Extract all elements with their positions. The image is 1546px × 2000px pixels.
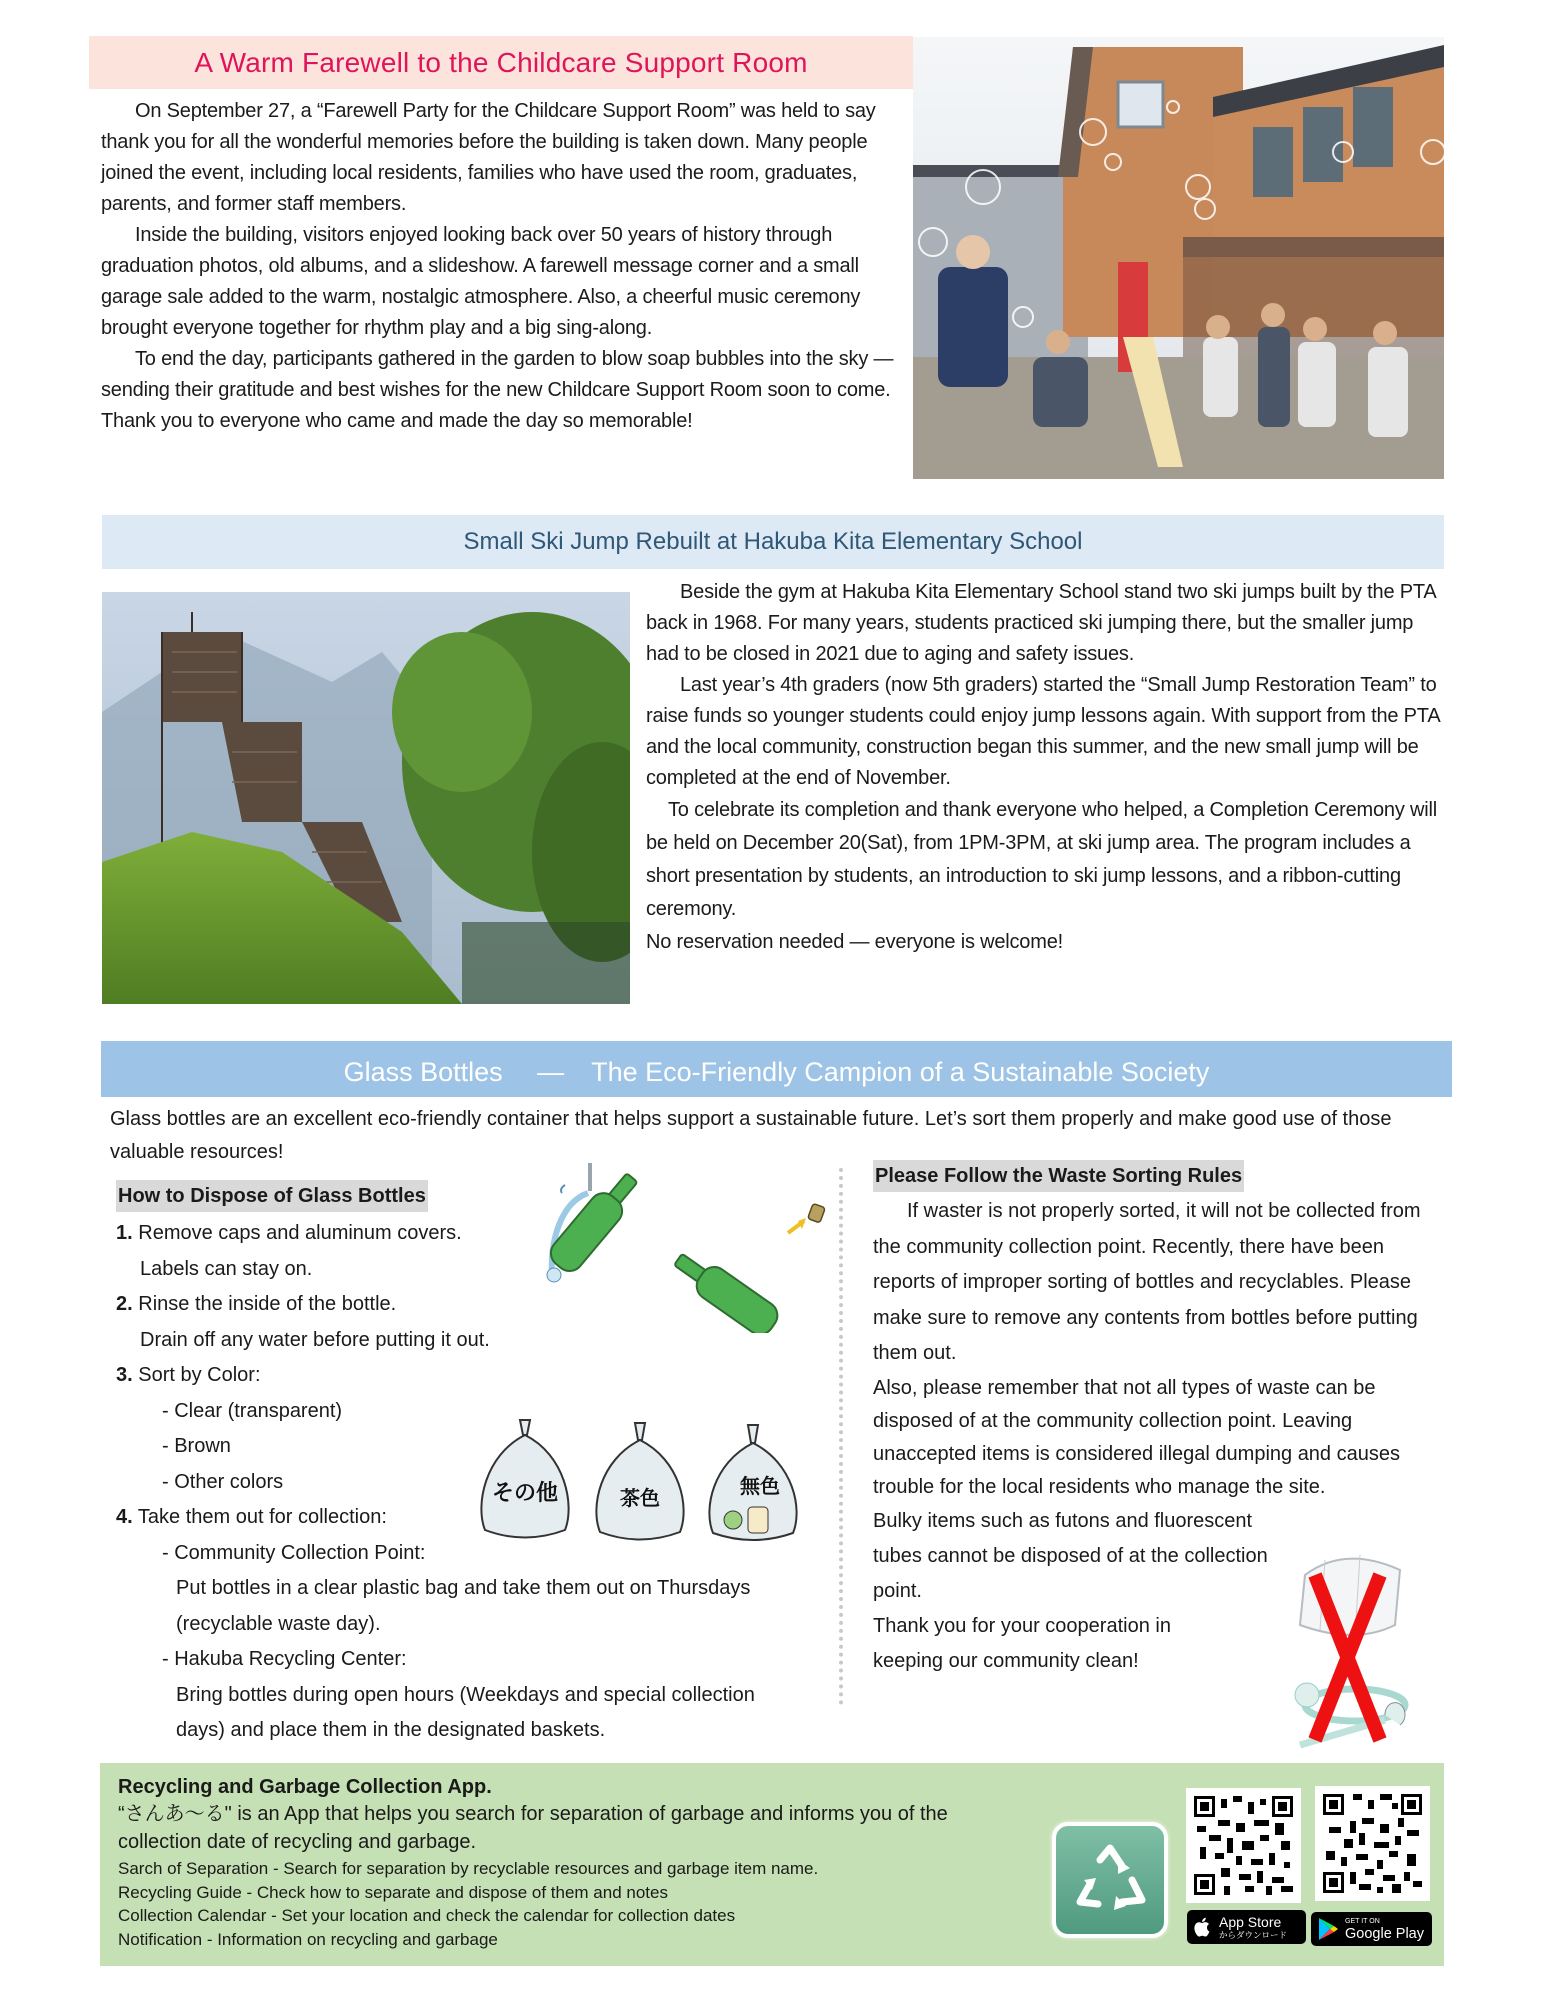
rules-paragraph: Bulky items such as futons and fluorescent tubes cannot be disposed of at the collection point. [873, 1509, 1268, 1602]
google-play-badge[interactable] [1311, 1912, 1432, 1946]
color-option: - Other colors [162, 1470, 284, 1493]
bag-label-other: その他 [491, 1480, 559, 1505]
section-farewell-title-bar [89, 36, 913, 89]
qr-code-icon [1194, 1796, 1293, 1895]
app-feature: Recycling Guide - Check how to separate and dispose of them and notes [118, 1882, 668, 1902]
collection-option-label: - Community Collection Point: [162, 1541, 426, 1564]
rules-paragraph: Thank you for your cooperation in keeping our community clean! [873, 1614, 1171, 1672]
app-title: Recycling and Garbage Collection App. [118, 1776, 492, 1798]
rules-paragraph: If waster is not properly sorted, it will not be collected from the community collection point. Recently, there have been reports of improper sorting of bottles and recyclables. Please make sure to remove any contents from bottles before putting them out. [873, 1200, 1421, 1364]
app-description: “さんあ～る" is an App that helps you search for separation of garbage and informs you of the collection date of recycling and garbage. [118, 1803, 948, 1853]
collection-option-detail: Bring bottles during open hours (Weekdays and special collection [176, 1683, 755, 1706]
step-subtext: Labels can stay on. [140, 1257, 313, 1280]
qr-code-icon [1323, 1794, 1422, 1893]
google-play-qr-code[interactable] [1315, 1786, 1430, 1901]
farewell-paragraph: Inside the building, visitors enjoyed looking back over 50 years of history through graduation photos, old albums, and a slideshow. A farewell message corner and a small garage sale added to the warm, nostalgic atmosphere. Also, a cheerful music ceremony brought everyone together for rhythm play and a big sing-along. [101, 224, 861, 339]
prohibited-cross-icon [1285, 1545, 1415, 1755]
section-farewell-title: A Warm Farewell to the Childcare Support Room [194, 46, 808, 78]
step-number: 1. [116, 1222, 133, 1244]
farewell-party-photo [913, 37, 1444, 479]
google-play-badge-subtitle: GET IT ON [1345, 1917, 1380, 1925]
bag-label-brown: 茶色 [620, 1488, 660, 1510]
collection-option-label: - Hakuba Recycling Center: [162, 1648, 407, 1670]
ski-jump-paragraph: No reservation needed — everyone is welcome! [646, 931, 1063, 953]
garbage-bags-icon [470, 1415, 810, 1545]
farewell-party-photo-illustration [913, 37, 1444, 479]
green-bottle-icon [540, 1163, 840, 1333]
step-number: 2. [116, 1293, 133, 1315]
recycle-app-icon[interactable] [1052, 1822, 1168, 1938]
step-text: Sort by Color: [138, 1364, 261, 1386]
step-item [116, 1358, 836, 1394]
app-store-badge-subtitle: からダウンロード [1219, 1929, 1288, 1940]
google-play-badge-title: Google Play [1345, 1925, 1424, 1942]
ski-jump-photo-illustration [102, 592, 630, 1004]
farewell-paragraph: Thank you to everyone who came and made the day so memorable! [101, 410, 693, 432]
rules-heading: Please Follow the Waste Sorting Rules [873, 1160, 1244, 1192]
app-info [118, 1774, 1018, 1951]
rinse-bottles-illustration [540, 1163, 840, 1333]
step-text: Remove caps and aluminum covers. [138, 1222, 462, 1244]
collection-option-detail: Put bottles in a clear plastic bag and take them out on Thursdays [176, 1577, 751, 1599]
app-feature: Sarch of Separation - Search for separation by recyclable resources and garbage item name. [118, 1859, 819, 1878]
color-option: - Brown [162, 1435, 231, 1457]
color-option: - Clear (transparent) [162, 1399, 343, 1422]
app-store-qr-code[interactable] [1186, 1788, 1301, 1903]
ski-jump-paragraph: To celebrate its completion and thank everyone who helped, a Completion Ceremony will be held on December 20(Sat), from 1PM-3PM, at ski jump area. The program includes a short presentation by students, an introduction to ski jump lessons, and a ribbon-cutting ceremony. [646, 799, 1437, 920]
section-ski-jump-title-bar [102, 515, 1444, 569]
farewell-paragraph: On September 27, a “Farewell Party for the Childcare Support Room” was held to say thank you for all the wonderful memories before the building is taken down. Many people joined the event, including local residents, families who have used the room, graduates, parents, and former staff members. [101, 100, 876, 215]
farewell-paragraph: To end the day, participants gathered in the garden to blow soap bubbles into the sky — sending their gratitude and best wishes for the new Childcare Support Room soon to come. [101, 348, 894, 401]
bag-label-clear: 無色 [740, 1476, 780, 1498]
recycle-icon [1070, 1840, 1150, 1920]
collection-option-detail: (recyclable waste day). [176, 1612, 381, 1635]
section-ski-jump-title: Small Ski Jump Rebuilt at Hakuba Kita Elementary School [463, 528, 1083, 555]
step-number: 3. [116, 1364, 133, 1386]
google-play-icon [1317, 1917, 1339, 1941]
ski-jump-paragraph: Last year’s 4th graders (now 5th graders) started the “Small Jump Restoration Team” to raise funds so younger students could enjoy jump lessons again. With support from the PTA and the local community, construction began this summer, and the new small jump will be completed at the end of November. [646, 674, 1440, 789]
section-glass-bottles-title: Glass Bottles ― The Eco-Friendly Campion of a Sustainable Society [343, 1056, 1210, 1087]
apple-icon [1193, 1916, 1213, 1938]
step-text: Take them out for collection: [137, 1506, 387, 1528]
app-feature: Collection Calendar - Set your location and check the calendar for collection dates [118, 1906, 736, 1925]
glass-bottles-intro: Glass bottles are an excellent eco-friendly container that helps support a sustainable future. Let’s sort them properly and make good use of those valuable resources! [110, 1108, 1392, 1163]
no-bulky-items-illustration [1285, 1545, 1415, 1755]
rules-paragraph: Also, please remember that not all types of waste can be disposed of at the community collection point. Leaving unaccepted items is considered illegal dumping and causes trouble for the local residents who manage the site. [873, 1376, 1400, 1498]
app-store-badge[interactable] [1187, 1910, 1306, 1944]
section-glass-bottles-title-bar [101, 1041, 1452, 1097]
section-ski-jump-body [646, 577, 1446, 959]
ski-jump-photo [102, 592, 630, 1004]
step-text: Rinse the inside of the bottle. [138, 1293, 397, 1315]
section-farewell-body [101, 96, 913, 437]
app-store-badge-title: App Store [1219, 1913, 1282, 1930]
app-feature: Notification - Information on recycling and garbage [118, 1929, 498, 1949]
sorting-bags-illustration [470, 1415, 810, 1545]
step-number: 4. [116, 1506, 133, 1528]
collection-option-detail: days) and place them in the designated baskets. [176, 1719, 606, 1741]
step-subtext: Drain off any water before putting it out. [140, 1328, 490, 1351]
app-features-list [118, 1857, 1018, 1951]
column-divider [839, 1168, 843, 1705]
dispose-heading: How to Dispose of Glass Bottles [116, 1180, 428, 1212]
ski-jump-paragraph: Beside the gym at Hakuba Kita Elementary School stand two ski jumps built by the PTA back in 1968. For many years, students practiced ski jumping there, but the smaller jump had to be closed in 2021 due to aging and safety issues. [646, 581, 1436, 665]
